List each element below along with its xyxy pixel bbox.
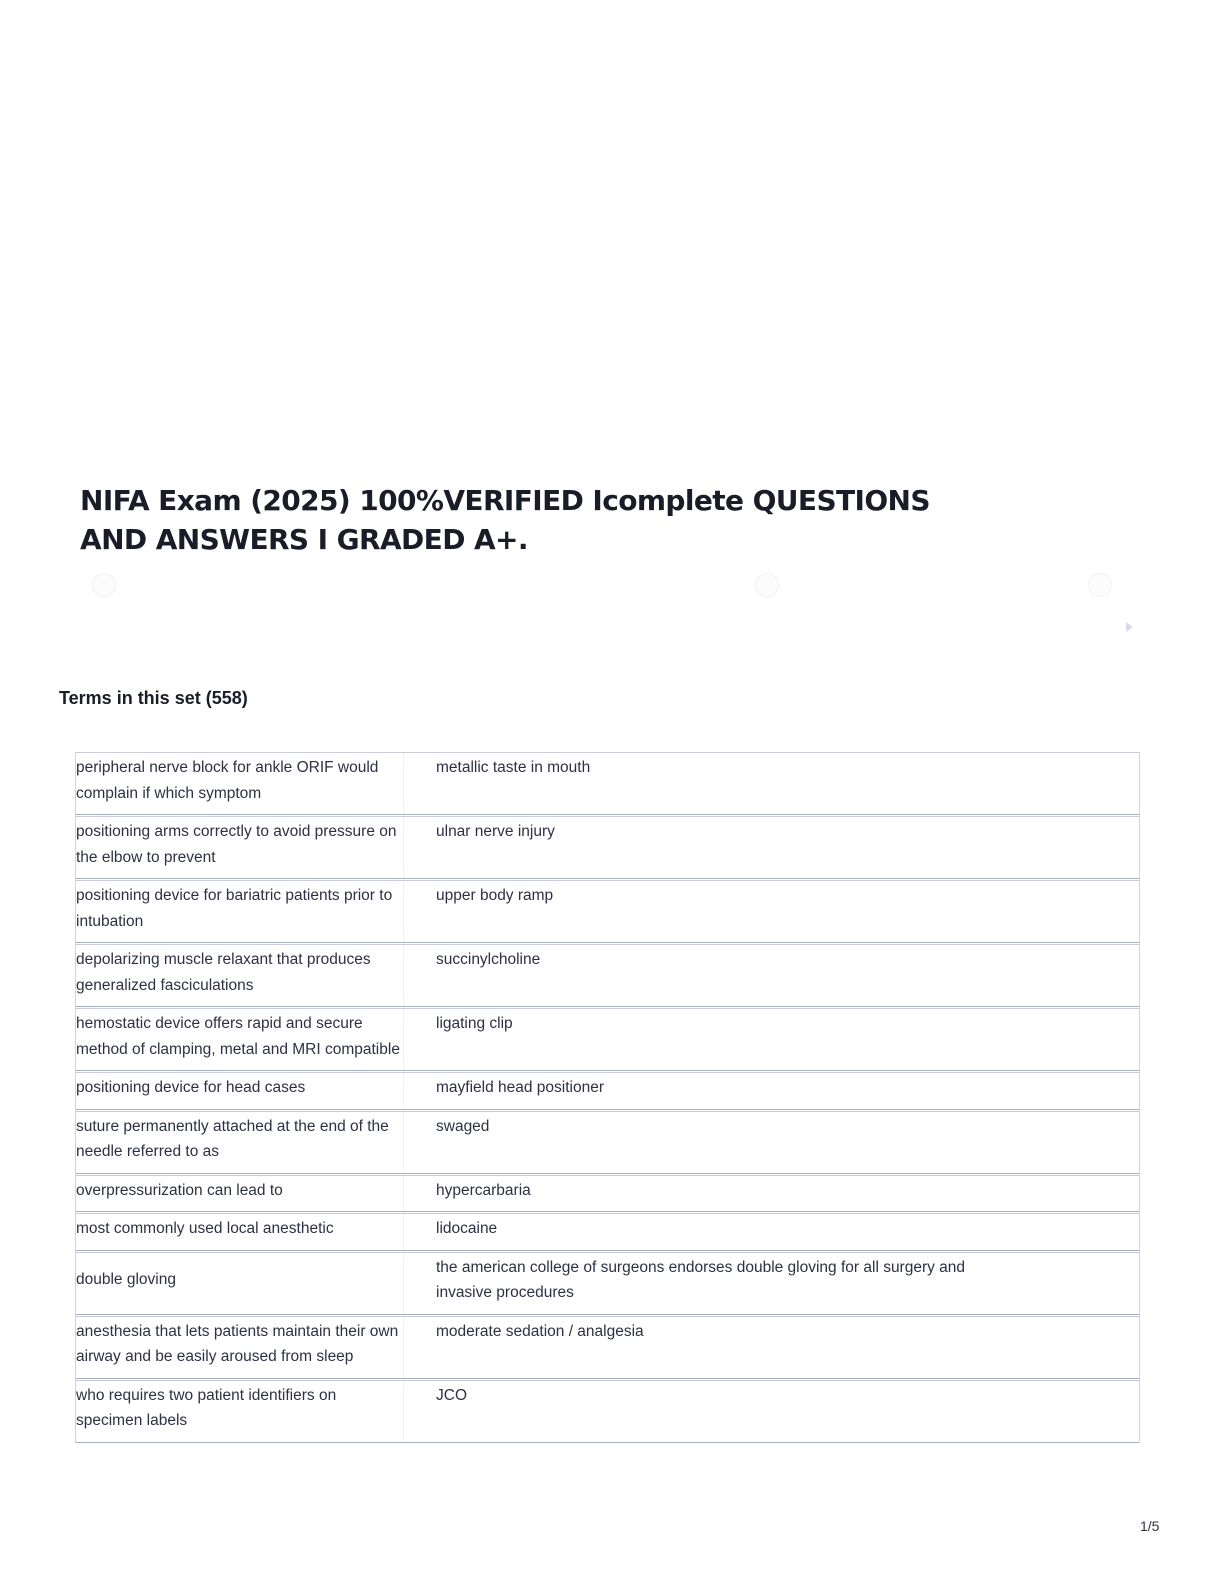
definition-text: moderate sedation / analgesia xyxy=(436,1322,644,1340)
document-title: NIFA Exam (2025) 100%VERIFIED Icomplete QUESTIONS AND ANSWERS I GRADED A+. xyxy=(80,484,930,556)
term-text: peripheral nerve block for ankle ORIF would complain if which symptom xyxy=(76,753,404,814)
term-text: depolarizing muscle relaxant that produces generalized fasciculations xyxy=(76,945,404,1006)
term-text: positioning device for bariatric patients prior to intubation xyxy=(76,881,404,942)
term-text: who requires two patient identifiers on specimen labels xyxy=(76,1381,404,1442)
definition-text: the american college of surgeons endorses double gloving for all surgery and invasive procedures xyxy=(436,1258,966,1301)
term-text: suture permanently attached at the end of the needle referred to as xyxy=(76,1112,404,1173)
term-row xyxy=(76,1252,1139,1315)
term-text: double gloving xyxy=(76,1253,404,1314)
definition-text: metallic taste in mouth xyxy=(436,759,591,776)
terms-list xyxy=(75,752,1140,1443)
term-row xyxy=(76,944,1139,1007)
term-row xyxy=(76,1175,1139,1213)
decorative-circle-left xyxy=(92,573,116,597)
term-row xyxy=(76,1380,1139,1443)
page-number: 1/5 xyxy=(1140,1518,1160,1534)
terms-set-heading: Terms in this set (558) xyxy=(59,688,248,708)
definition-text: hypercarbaria xyxy=(436,1181,531,1199)
term-row xyxy=(76,816,1139,879)
term-text: most commonly used local anesthetic xyxy=(76,1214,404,1250)
term-row xyxy=(76,752,1139,815)
decorative-circle-middle xyxy=(755,573,779,597)
term-row xyxy=(76,1072,1139,1110)
term-row xyxy=(76,880,1139,943)
play-arrow-icon xyxy=(1126,622,1133,632)
term-row xyxy=(76,1111,1139,1174)
definition-text: swaged xyxy=(436,1117,490,1135)
definition-text: ulnar nerve injury xyxy=(436,823,555,840)
term-text: anesthesia that lets patients maintain their own airway and be easily aroused from sleep xyxy=(76,1317,404,1378)
term-text: hemostatic device offers rapid and secure method of clamping, metal and MRI compatible xyxy=(76,1009,404,1070)
definition-text: ligating clip xyxy=(436,1015,513,1032)
definition-text: lidocaine xyxy=(436,1220,498,1237)
term-row xyxy=(76,1008,1139,1071)
decorative-circle-right xyxy=(1088,573,1112,597)
term-row xyxy=(76,1316,1139,1379)
definition-text: JCO xyxy=(436,1386,467,1404)
term-text: overpressurization can lead to xyxy=(76,1176,404,1212)
term-text: positioning device for head cases xyxy=(76,1073,404,1109)
definition-text: succinylcholine xyxy=(436,951,541,968)
definition-text: mayfield head positioner xyxy=(436,1079,605,1096)
definition-text: upper body ramp xyxy=(436,887,554,904)
term-row xyxy=(76,1213,1139,1251)
term-text: positioning arms correctly to avoid pressure on the elbow to prevent xyxy=(76,817,404,878)
